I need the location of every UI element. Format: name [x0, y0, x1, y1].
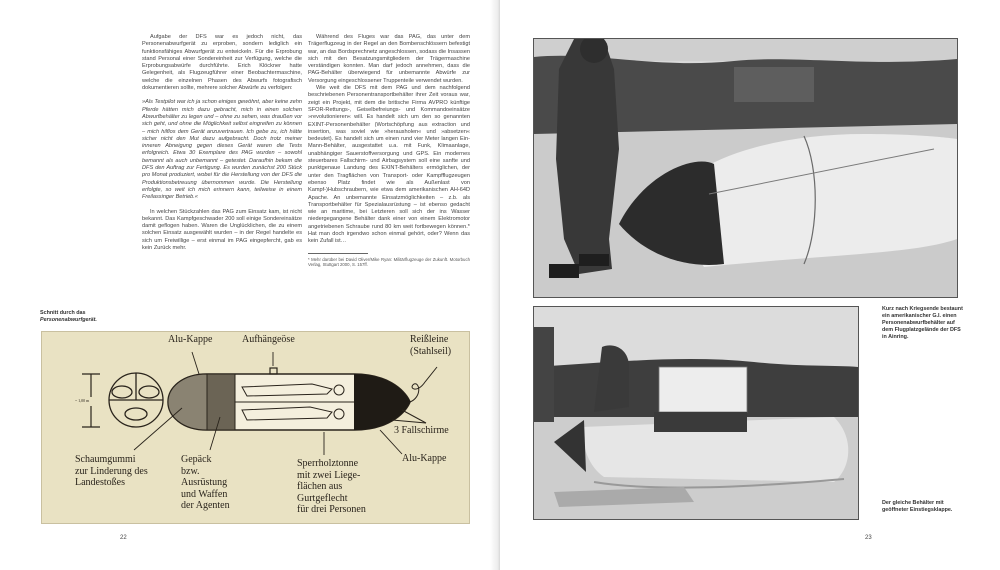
diagram-caption-line2: Personenabwurfgerät. — [40, 317, 97, 323]
label-alu-kappe-top: Alu-Kappe — [168, 334, 213, 345]
photo-1-image — [534, 39, 957, 297]
paragraph: Wie weit die DFS mit dem PAG und dem nachfolgend beschriebenen Personentransportbehälter ihrer Zeit voraus war, zeigt ein Projekt, mit dem die britische Firma AVPRO künftige SFOR-Rettungs-, Geiselbefreiungs- und Kommandoeinsätze »revolutionieren« will. Es handelt sich um den so genannten EXINT-Personenbehälter (Wortschöpfung aus extraction und insertion, was soviel wie »herausholen« und »absetzen« bedeutet). Es handelt sich um einen rund vier Meter langen Ein-Mann-Behälter, ausgestattet u.a. mit Funk, Klimaanlage, unabhängiger Sauerstoffversorgung und GPS. Ein modernes steuerbares Fallschirm- und Airbagsystem soll eine sanfte und punktgenaue Landung des EXINT-Behälters ermöglichen, der unter den Tragflächen von Transport- oder Kampfflugzeugen ebenso Platz findet wie als Außenlast von Kampf-)Hubschraubern, wie etwa dem amerikanischen AH-64D Apache. An unbemannte Einsatzmöglichkeiten – z.b. als Transportbehälter für Spezialausrüstung – ist ebenso gedacht wie an maritime, bei Letzteren soll sich der ins Wasser niedergegangene Behälter dank einer von einem Elektromotor angetriebenen Schraube rund 80 km weit fortbewegen können.* Hat man doch irgendwo schon einmal gehört, oder? Wenn das kein Zufall ist… — [308, 85, 470, 245]
paragraph: Aufgabe der DFS war es jedoch nicht, das Personenabwurfgerät zu erproben, sondern lediglich ein funktionsfähiges Abwurfgerät zu entwickeln. Für die Erprobung stand Personal einer Sondereinheit zur Verfügung, welche die Erprobungsabwürfe durchführte. Erich Klöckner hatte Gelegenheit, als Flugzeugführer einer Beobachtermaschine, welche die einzelnen Phasen des Abwurfs fotografisch dokumentieren sollte, mehrere solcher Abwürfe zu verfolgen: — [142, 34, 302, 92]
footnote: * Mehr darüber bei David Oliver/Mike Ryan: Militärflugzeuge der Zukunft. Motorbuch Verlag, Stuttgart 2000, S. 157ff. — [308, 256, 470, 268]
label-aufhaengeoese: Aufhängeöse — [242, 334, 295, 345]
label-sperrholztonne: Sperrholztonne mit zwei Liege- flächen aus Gurtgeflecht für drei Personen — [297, 458, 366, 515]
label-alu-kappe-bottom: Alu-Kappe — [402, 453, 447, 464]
label-gepaeck: Gepäck bzw. Ausrüstung und Waffen der Agenten — [181, 454, 230, 511]
photo-gi-with-container — [533, 38, 958, 298]
quote-paragraph: »Als Testpilot war ich ja schon einiges gewöhnt, aber keine zehn Pferde hätten mich dazu gebracht, mich in einen solchen Abwurfbehälter zu legen und – ohne zu sehen, was draußen vor sich geht, und ohne die Möglichkeit selbst eingreifen zu können – mich hilflos dem Gerät anzuvertrauen. Ich gebe zu, ich hätte sicher nicht den Mut dazu aufgebracht. Doch trotz meiner inneren Abneigung gegen dieses Gerät waren die Tests erfolgreich. Etwa 30 Exemplare des PAG wurden – sowohl bemannt als auch unbemannt – getestet. Daraufhin bekam die DFS den Auftrag zur Fertigung. Es wurden zunächst 200 Stück pro Monat produziert, wobei für die Herstellung von der DFS die Produktionsbetreuung übernommen wurde. Die Herstellung erfolgte, so weit ich mich erinnern kann, teilweise in einem Freilassinger Betrieb.« — [142, 99, 302, 201]
cross-section-diagram — [41, 331, 470, 524]
text-column-1 — [142, 34, 302, 252]
diagram-caption-line1: Schnitt durch das — [40, 310, 86, 316]
text-column-2 — [308, 34, 470, 268]
page-number-left: 22 — [120, 535, 127, 541]
photo-1-caption: Kurz nach Kriegsende bestaunt ein amerikanischer G.I. einen Personenabwurfbehälter auf dem Flugplatzgelände der DFS in Ainring. — [882, 306, 963, 340]
label-schaumgummi: Schaumgummi zur Linderung des Landestoßes — [75, 454, 148, 488]
paragraph: Während des Fluges war das PAG, das unter dem Trägerflugzeug in der Regel an den Bombenschlössern befestigt war, an das Bordsprechnetz angeschlossen, sodass die Insassen sich mit den Besatzungsmitgliedern der Trägermaschine verständigen konnten. Man darf jedoch annehmen, dass die PAG-Behälter überwiegend für unbemannte Abwürfe zur Versorgung eingeschlossener Truppenteile verwendet wurden. — [308, 34, 471, 84]
diagram-caption — [40, 310, 135, 324]
label-dimension: ~ 1,00 m — [75, 398, 90, 403]
photo-container-open-hatch — [533, 306, 859, 520]
container-body — [168, 367, 437, 430]
page-number-right: 23 — [865, 535, 872, 541]
photo-2-image — [534, 307, 858, 519]
label-reissleine: Reißleine (Stahlseil) — [410, 334, 452, 357]
photo-2-caption: Der gleiche Behälter mit geöffneter Einstiegsklappe. — [882, 500, 953, 513]
label-fallschirme: 3 Fallschirme — [394, 425, 449, 436]
footnote-divider — [308, 253, 368, 254]
end-view-circle — [109, 373, 163, 427]
paragraph: In welchen Stückzahlen das PAG zum Einsatz kam, ist nicht bekannt. Das Kampfgeschwader 200 soll einige Sondereinsätze damit geflogen haben. Waren die Unglücklichen, die zu einem solchen Einsatz ausgewählt wurden – in der Regel handelte es sich um Freiwillige – erst einmal im PAG eingepfercht, gab es kein Zurück mehr. — [142, 208, 302, 252]
